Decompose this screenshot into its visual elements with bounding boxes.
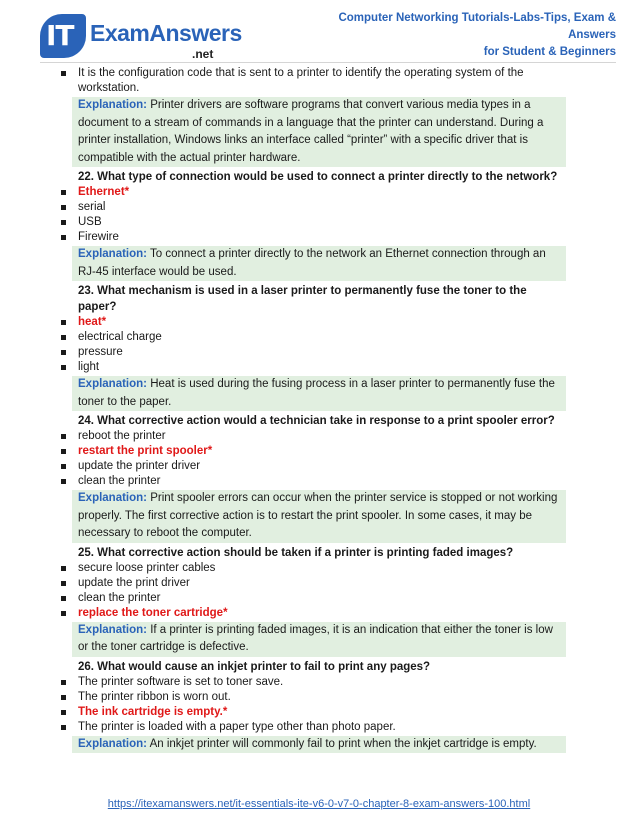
option-item (56, 230, 566, 245)
explanation-text: To connect a printer directly to the network an Ethernet connection through an RJ-45 interface would be used. (78, 248, 546, 278)
explanation-box (72, 490, 566, 543)
explanation-label: Explanation: (78, 378, 148, 390)
option-text: The printer ribbon is worn out. (78, 690, 231, 703)
tagline-line-1: Computer Networking Tutorials-Labs-Tips, Exam & Answers (338, 12, 616, 41)
option-text: clean the printer (78, 475, 161, 487)
explanation-text: Print spooler errors can occur when the printer service is stopped or not working properly. The first corrective action is to restart the print spooler. In some cases, it may be necessary to reboot the computer. (78, 492, 558, 539)
explanation-text: Heat is used during the fusing process in a laser printer to permanently fuse the toner to the paper. (78, 378, 555, 408)
bullet-icon (61, 365, 66, 370)
header-divider (40, 62, 616, 63)
explanation-label: Explanation: (78, 623, 148, 636)
option-text: pressure (78, 346, 123, 358)
option-item (56, 345, 566, 360)
bullet-icon (61, 205, 66, 210)
site-tagline (296, 10, 616, 61)
bullet-icon (61, 710, 66, 715)
site-logo[interactable] (40, 14, 242, 61)
bullet-icon (61, 190, 66, 195)
explanation-box (72, 376, 566, 411)
option-item-correct (56, 444, 566, 459)
bullet-icon (61, 320, 66, 325)
option-item-correct (56, 315, 566, 330)
explanation-label: Explanation: (78, 248, 148, 260)
option-item (56, 591, 566, 606)
bullet-icon (61, 581, 66, 586)
tagline-line-2: for Student & Beginners (483, 46, 616, 58)
option-text: It is the configuration code that is sent to a printer to identify the operating system of the workstation. (78, 67, 524, 94)
option-text: secure loose printer cables (78, 561, 216, 574)
explanation-text: An inkjet printer will commonly fail to print when the inkjet cartridge is empty. (149, 737, 537, 750)
explanation-box (72, 246, 566, 281)
option-item-correct (56, 606, 566, 621)
bullet-icon (61, 566, 66, 571)
question-heading: 22. What type of connection would be used to connect a printer directly to the network? (78, 171, 558, 183)
option-item (56, 429, 566, 444)
option-item-correct (56, 185, 566, 200)
option-text: update the printer driver (78, 460, 201, 472)
logo-it-text: IT (46, 19, 74, 52)
page-header (0, 0, 638, 64)
option-item-correct (56, 705, 566, 720)
bullet-icon (61, 479, 66, 484)
question-heading: 24. What corrective action would a technician take in response to a print spooler error? (78, 415, 555, 427)
option-text: serial (78, 201, 106, 213)
explanation-box (72, 736, 566, 754)
explanation-label: Explanation: (78, 737, 148, 750)
correct-answer-text: The ink cartridge is empty.* (78, 705, 228, 718)
bullet-icon (61, 596, 66, 601)
correct-answer-text: heat* (78, 316, 107, 328)
explanation-label: Explanation: (78, 99, 148, 111)
option-item (56, 561, 566, 576)
bullet-icon (61, 235, 66, 240)
option-item (56, 215, 566, 230)
bullet-icon (61, 725, 66, 730)
explanation-box (72, 97, 566, 167)
logo-site-name: ExamAnswers (90, 20, 242, 46)
question-list (56, 66, 566, 753)
question-heading: 23. What mechanism is used in a laser printer to permanently fuse the toner to the paper? (78, 285, 527, 313)
correct-answer-text: Ethernet* (78, 186, 130, 198)
option-text: clean the printer (78, 591, 161, 604)
option-item (56, 459, 566, 474)
bullet-icon (61, 350, 66, 355)
bullet-icon (61, 680, 66, 685)
option-item (56, 720, 566, 735)
bullet-icon (61, 434, 66, 439)
option-item (56, 360, 566, 375)
option-item (56, 576, 566, 591)
option-text: update the print driver (78, 576, 190, 589)
option-item (56, 200, 566, 215)
correct-answer-text: replace the toner cartridge* (78, 606, 228, 619)
option-text: reboot the printer (78, 430, 166, 442)
explanation-box (72, 622, 566, 657)
option-text: electrical charge (78, 331, 162, 343)
question-heading: 26. What would cause an inkjet printer to fail to print any pages? (78, 660, 431, 673)
correct-answer-text: restart the print spooler* (78, 445, 213, 457)
bullet-icon (61, 71, 66, 76)
bullet-icon (61, 464, 66, 469)
bullet-icon (61, 220, 66, 225)
option-text: Firewire (78, 231, 119, 243)
question-heading: 25. What corrective action should be taken if a printer is printing faded images? (78, 546, 514, 559)
option-item (56, 330, 566, 345)
bullet-icon (61, 449, 66, 454)
source-url-link[interactable]: https://itexamanswers.net/it-essentials-ite-v6-0-v7-0-chapter-8-exam-answers-100.html (107, 798, 531, 810)
bullet-icon (61, 335, 66, 340)
logo-domain-suffix: .net (192, 47, 214, 61)
explanation-text: If a printer is printing faded images, it is an indication that either the toner is low or the toner cartridge is defective. (78, 623, 553, 653)
option-item (56, 66, 566, 96)
bullet-icon (61, 611, 66, 616)
option-item (56, 675, 566, 690)
option-text: The printer software is set to toner save. (78, 675, 284, 688)
option-text: light (78, 361, 100, 373)
option-text: USB (78, 216, 102, 228)
explanation-text: Printer drivers are software programs that convert various media types in a document to a stream of commands in a language that the printer can understand. During a printer installation, Windows links an interface called “printer” with a specific driver that is compatible with the actual printer hardware. (78, 99, 544, 164)
logo-it-badge (40, 14, 86, 58)
bullet-icon (61, 695, 66, 700)
option-text: The printer is loaded with a paper type other than photo paper. (78, 720, 396, 733)
option-item (56, 474, 566, 489)
explanation-label: Explanation: (78, 492, 148, 504)
option-item (56, 690, 566, 705)
